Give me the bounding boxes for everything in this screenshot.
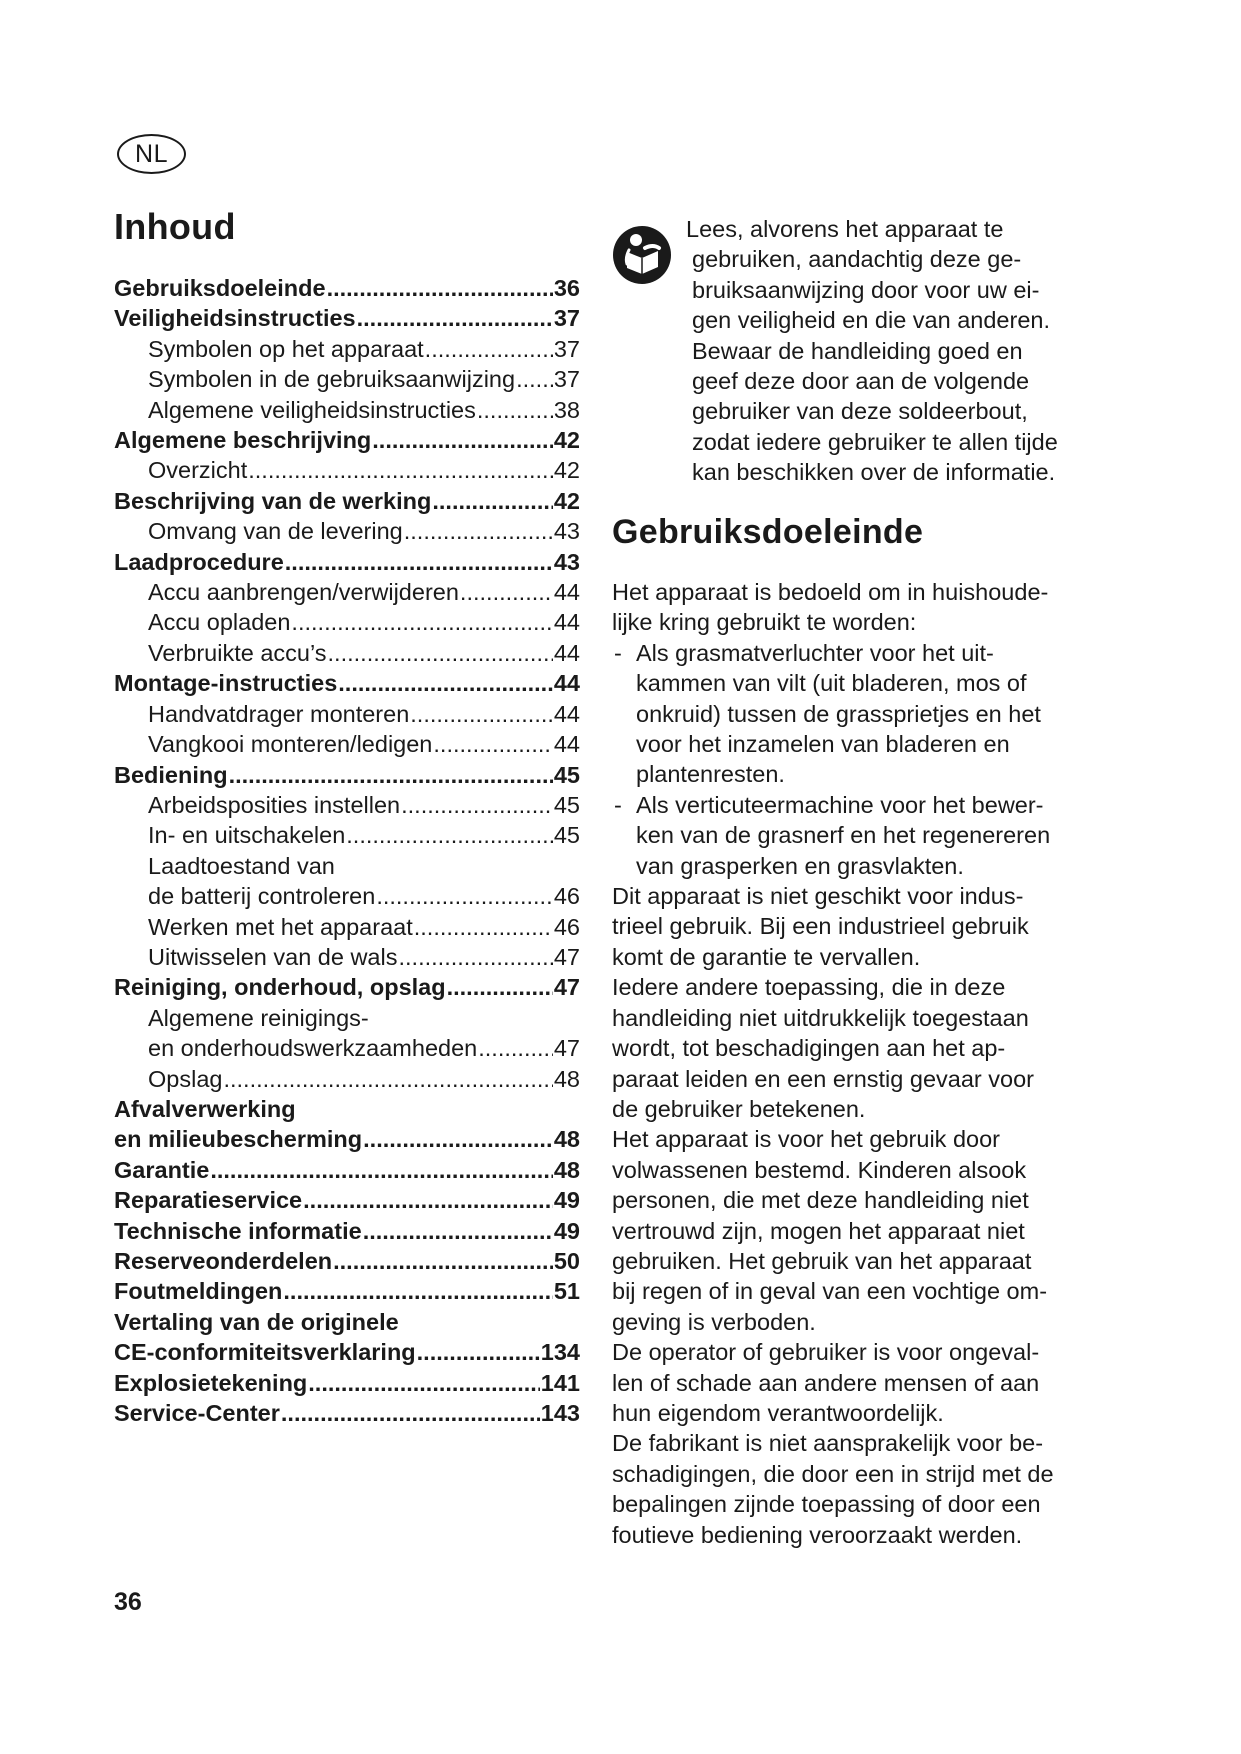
toc-entry-page: 37: [553, 335, 580, 362]
toc-entry-page: 44: [553, 579, 580, 606]
toc-entry-label: Foutmeldingen: [114, 1278, 283, 1305]
toc-leader-dots: [376, 881, 553, 911]
toc-leader-dots: [303, 1185, 553, 1215]
toc-leader-dots: [477, 395, 553, 425]
toc-leader-dots: [417, 1337, 540, 1367]
toc-leader-dots: [357, 303, 553, 333]
toc-entry-label: Service-Center: [114, 1400, 280, 1427]
body-line: schadigingen, die door een in strijd met de: [612, 1460, 1054, 1487]
body-line: personen, die met deze handleiding niet: [612, 1187, 1029, 1214]
bullet-continuation: kammen van vilt (uit bladeren, mos of: [636, 670, 1027, 697]
toc-entry-label: Technische informatie: [114, 1217, 362, 1244]
toc-entry-label: de batterij controleren: [148, 883, 376, 910]
body-line: len of schade aan andere mensen of aan: [612, 1369, 1040, 1396]
section-body: [612, 577, 1112, 1550]
toc-entry: [114, 1307, 580, 1337]
toc-leader-dots: [308, 1368, 540, 1398]
toc-entry-page: 36: [553, 275, 580, 301]
body-line: komt de garantie te vervallen.: [612, 943, 921, 970]
toc-entry: [114, 273, 580, 303]
toc-entry-page: 51: [553, 1278, 580, 1305]
toc-entry: [114, 1003, 580, 1033]
toc-entry-label: Gebruiksdoeleinde: [114, 275, 326, 301]
toc-entry: [114, 1064, 580, 1094]
toc-entry: [114, 547, 580, 577]
toc-entry-page: 48: [553, 1156, 580, 1183]
toc-entry-page: 50: [553, 1248, 580, 1274]
toc-entry: [114, 425, 580, 455]
body-line: trieel gebruik. Bij een industrieel gebruik: [612, 913, 1029, 940]
toc-entry-label: Garantie: [114, 1156, 210, 1183]
toc-entry: [114, 577, 580, 607]
toc-entry-label: Uitwisselen van de wals: [148, 943, 398, 970]
body-line: Dit apparaat is niet geschikt voor indus-: [612, 883, 1024, 910]
toc-entry-page: 44: [553, 731, 580, 758]
toc-entry-label: In- en uitschakelen: [148, 822, 346, 849]
bullet-continuation: voor het inzamelen van bladeren en: [636, 731, 1010, 758]
intro-line: gebruiker van deze soldeerbout,: [692, 398, 1028, 425]
intro-line: zodat iedere gebruiker te allen tijde: [692, 428, 1058, 455]
body-line: Het apparaat is bedoeld om in huishoude-: [612, 579, 1049, 605]
toc-entry-label: Reserveonderdelen: [114, 1248, 333, 1274]
toc-entry: [114, 760, 580, 790]
toc-entry-label: Verbruikte accu’s: [148, 639, 327, 666]
toc-entry-page: 45: [553, 791, 580, 818]
toc-entry-page: 143: [540, 1400, 580, 1427]
toc-entry-label: Accu opladen: [148, 609, 291, 636]
toc-leader-dots: [248, 455, 553, 485]
toc-leader-dots: [281, 1398, 540, 1428]
intro-line: Lees, alvorens het apparaat te: [686, 216, 1004, 242]
bullet-text: Als verticuteermachine voor het bewer-: [636, 791, 1044, 818]
bullet-dash: -: [614, 639, 622, 666]
body-line: foutieve bediening veroorzaakt werden.: [612, 1521, 1023, 1548]
toc-entry-page: 42: [553, 487, 580, 514]
toc-leader-dots: [223, 1064, 552, 1094]
toc-entry-page: 43: [553, 518, 580, 545]
toc-entry: [114, 364, 580, 394]
body-line: wordt, tot beschadigingen aan het ap-: [612, 1035, 1006, 1062]
toc-entry: [114, 1033, 580, 1063]
toc-entry-label: Laadtoestand van: [148, 852, 335, 879]
toc-entry-page: 48: [553, 1065, 580, 1092]
toc-entry-label: Accu aanbrengen/verwijderen: [148, 579, 459, 606]
toc-entry-label: Afvalverwerking: [114, 1095, 296, 1122]
toc-entry-page: 46: [553, 913, 580, 940]
toc-entry-page: 49: [553, 1187, 580, 1214]
toc-leader-dots: [229, 760, 553, 790]
toc-entry: [114, 1185, 580, 1215]
intro-line: gebruiken, aandachtig deze ge-: [692, 246, 1022, 273]
bullet-item: [612, 790, 1112, 820]
read-manual-icon: [611, 224, 673, 286]
toc-entry-label: Omvang van de levering: [148, 518, 403, 545]
toc-entry-label: en milieubescherming: [114, 1126, 363, 1153]
intro-text: [686, 214, 1106, 488]
page-number: 36: [114, 1588, 142, 1616]
toc-leader-dots: [363, 1124, 553, 1154]
toc-entry-label: Arbeidsposities instellen: [148, 791, 401, 818]
intro-line: kan beschikken over de informatie.: [692, 459, 1056, 486]
toc-leader-dots: [410, 699, 553, 729]
toc-leader-dots: [447, 972, 553, 1002]
toc-leader-dots: [333, 1246, 553, 1276]
toc-leader-dots: [363, 1216, 553, 1246]
intro-line: Bewaar de handleiding goed en: [692, 337, 1023, 364]
toc-entry: [114, 1216, 580, 1246]
toc-entry-page: 44: [553, 639, 580, 666]
toc-entry-label: Handvatdrager monteren: [148, 700, 410, 727]
toc-entry-page: 45: [553, 822, 580, 849]
toc-entry-label: Veiligheidsinstructies: [114, 305, 356, 332]
bullet-item: [612, 638, 1112, 668]
body-line: vertrouwd zijn, mogen het apparaat niet: [612, 1217, 1025, 1244]
toc-entry: [114, 912, 580, 942]
toc-entry-page: 44: [553, 609, 580, 636]
toc-entry-label: CE-conformiteitsverklaring: [114, 1339, 416, 1366]
toc-entry: [114, 820, 580, 850]
toc-entry-page: 47: [553, 1035, 580, 1062]
toc-entry-label: Bediening: [114, 761, 228, 788]
toc-entry: [114, 1246, 580, 1276]
toc-entry: [114, 881, 580, 911]
toc-entry-page: 37: [553, 305, 580, 332]
toc-leader-dots: [338, 668, 553, 698]
toc-entry-page: 49: [553, 1217, 580, 1244]
toc-entry-label: Reparatieservice: [114, 1187, 303, 1214]
bullet-continuation: onkruid) tussen de grassprietjes en het: [636, 700, 1041, 727]
toc-entry-page: 46: [553, 883, 580, 910]
toc-entry: [114, 1094, 580, 1124]
toc-entry: [114, 455, 580, 485]
table-of-contents: [114, 273, 580, 1428]
bullet-continuation: plantenresten.: [636, 761, 785, 788]
toc-entry: [114, 1398, 580, 1428]
toc-entry-page: 47: [553, 943, 580, 970]
toc-entry: [114, 1337, 580, 1367]
toc-leader-dots: [433, 729, 552, 759]
toc-entry-label: Beschrijving van de werking: [114, 487, 432, 514]
toc-entry-page: 45: [553, 761, 580, 788]
toc-entry: [114, 851, 580, 881]
toc-entry-page: 42: [553, 457, 580, 484]
toc-leader-dots: [401, 790, 553, 820]
toc-entry-label: Overzicht: [148, 457, 248, 484]
toc-entry: [114, 486, 580, 516]
toc-leader-dots: [404, 516, 553, 546]
toc-entry: [114, 1368, 580, 1398]
body-line: De operator of gebruiker is voor ongeval-: [612, 1339, 1040, 1366]
body-line: bepalingen zijnde toepassing of door een: [612, 1491, 1041, 1518]
toc-entry-page: 134: [540, 1339, 580, 1366]
toc-entry-label: Algemene beschrijving: [114, 427, 372, 454]
toc-entry: [114, 1276, 580, 1306]
toc-entry: [114, 303, 580, 333]
toc-entry-label: en onderhoudswerkzaamheden: [148, 1035, 478, 1062]
intro-line: bruiksaanwijzing door voor uw ei-: [692, 276, 1040, 303]
toc-entry: [114, 972, 580, 1002]
toc-entry: [114, 1155, 580, 1185]
body-line: bij regen of in geval van een vochtige om-: [612, 1278, 1048, 1305]
toc-entry: [114, 729, 580, 759]
toc-entry-label: Symbolen op het apparaat: [148, 335, 424, 362]
toc-entry-page: 38: [553, 396, 580, 423]
body-line: Iedere andere toepassing, die in deze: [612, 974, 1006, 1001]
toc-leader-dots: [432, 486, 553, 516]
toc-leader-dots: [210, 1155, 553, 1185]
body-line: geving is verboden.: [612, 1308, 816, 1335]
toc-entry: [114, 334, 580, 364]
toc-entry: [114, 942, 580, 972]
toc-entry-label: Reiniging, onderhoud, opslag: [114, 974, 446, 1001]
toc-entry: [114, 395, 580, 425]
body-line: paraat leiden en een ernstig gevaar voor: [612, 1065, 1034, 1092]
toc-entry-label: Montage-instructies: [114, 670, 338, 697]
toc-leader-dots: [346, 820, 553, 850]
toc-entry-label: Vangkooi monteren/ledigen: [148, 731, 433, 758]
body-line: de gebruiker betekenen.: [612, 1095, 866, 1122]
toc-leader-dots: [460, 577, 553, 607]
toc-entry: [114, 607, 580, 637]
toc-entry-label: Algemene veiligheidsinstructies: [148, 396, 476, 423]
intro-line: geef deze door aan de volgende: [692, 368, 1030, 395]
toc-entry-page: 141: [540, 1369, 580, 1396]
bullet-dash: -: [614, 791, 622, 818]
toc-entry-page: 47: [553, 974, 580, 1001]
toc-leader-dots: [291, 607, 552, 637]
toc-entry: [114, 1124, 580, 1154]
toc-leader-dots: [398, 942, 552, 972]
body-line: Het apparaat is voor het gebruik door: [612, 1126, 1000, 1153]
language-badge: NL: [117, 134, 186, 174]
toc-entry-label: Opslag: [148, 1065, 223, 1092]
toc-entry-label: Explosietekening: [114, 1369, 308, 1396]
section-title: Gebruiksdoeleinde: [612, 513, 924, 551]
toc-entry-label: Symbolen in de gebruiksaanwijzing: [148, 366, 516, 393]
toc-entry-page: 44: [553, 700, 580, 727]
bullet-text: Als grasmatverluchter voor het uit-: [636, 639, 994, 666]
toc-leader-dots: [372, 425, 553, 455]
intro-line: gen veiligheid en die van anderen.: [692, 307, 1050, 334]
toc-entry-page: 48: [553, 1126, 580, 1153]
body-line: hun eigendom verantwoordelijk.: [612, 1399, 944, 1426]
toc-entry-page: 44: [553, 670, 580, 697]
toc-entry: [114, 699, 580, 729]
toc-entry-label: Vertaling van de originele: [114, 1308, 399, 1335]
toc-entry: [114, 638, 580, 668]
body-line: volwassenen bestemd. Kinderen alsook: [612, 1156, 1027, 1183]
toc-leader-dots: [328, 638, 553, 668]
toc-entry-page: 43: [553, 548, 580, 575]
toc-leader-dots: [283, 1276, 552, 1306]
toc-entry-label: Werken met het apparaat: [148, 913, 413, 940]
toc-leader-dots: [516, 364, 553, 394]
toc-entry-page: 42: [553, 427, 580, 454]
toc-entry: [114, 790, 580, 820]
toc-entry: [114, 516, 580, 546]
toc-leader-dots: [425, 334, 553, 364]
toc-leader-dots: [285, 547, 553, 577]
body-line: De fabrikant is niet aansprakelijk voor be-: [612, 1430, 1044, 1457]
body-line: handleiding niet uitdrukkelijk toegestaan: [612, 1004, 1029, 1031]
toc-entry-label: Algemene reinigings-: [148, 1004, 369, 1031]
bullet-continuation: van grasperken en grasvlakten.: [636, 852, 964, 879]
toc-leader-dots: [478, 1033, 553, 1063]
toc-leader-dots: [327, 273, 553, 303]
body-line: lijke kring gebruikt te worden:: [612, 609, 917, 636]
toc-title: Inhoud: [114, 206, 236, 247]
bullet-continuation: ken van de grasnerf en het regenereren: [636, 822, 1051, 849]
toc-leader-dots: [414, 912, 553, 942]
toc-entry-page: 37: [553, 366, 580, 393]
toc-entry: [114, 668, 580, 698]
body-line: gebruiken. Het gebruik van het apparaat: [612, 1247, 1032, 1274]
toc-entry-label: Laadprocedure: [114, 548, 284, 575]
